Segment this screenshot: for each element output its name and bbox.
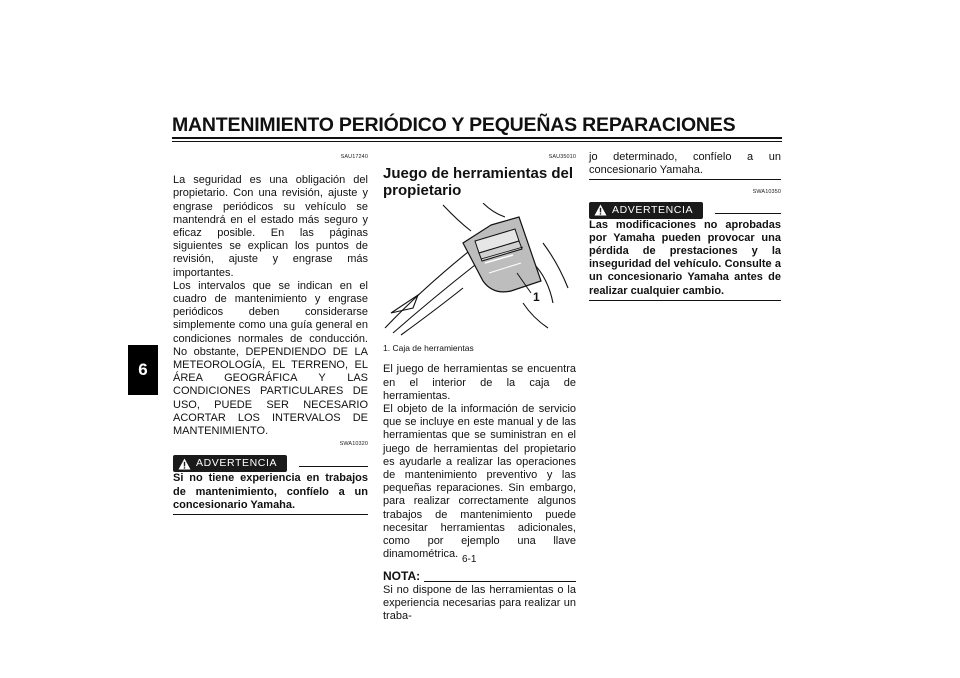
warning-header bbox=[589, 202, 781, 219]
warning-badge bbox=[173, 455, 287, 472]
warning-text: Si no tiene experiencia en trabajos de mantenimiento, confíelo a un concesionario Yamaha. bbox=[173, 472, 368, 511]
column-3 bbox=[589, 151, 781, 301]
warning-label: ADVERTENCIA bbox=[196, 457, 278, 470]
warning-label: ADVERTENCIA bbox=[612, 203, 694, 216]
note-text: Si no dispone de las herramientas o la experiencia necesarias para realizar un traba- bbox=[383, 583, 576, 623]
note-rule bbox=[424, 581, 576, 582]
body-paragraph-1: El juego de herramientas se encuentra en el interior de la caja de herramientas. bbox=[383, 363, 576, 402]
section-code: SAU35010 bbox=[548, 154, 576, 160]
warning-badge bbox=[589, 202, 703, 219]
warning-triangle-icon bbox=[594, 204, 607, 216]
page-number: 6-1 bbox=[462, 554, 477, 565]
figure-callout: 1 bbox=[533, 290, 540, 305]
warning-rule bbox=[715, 213, 781, 214]
continuation-text: jo determinado, confíelo a un concesionario Yamaha. bbox=[589, 151, 781, 177]
toolbox-illustration bbox=[383, 203, 573, 338]
warning-code: SWA10320 bbox=[339, 441, 368, 448]
note-label: NOTA: bbox=[383, 569, 421, 584]
warning-code: SWA10350 bbox=[752, 189, 781, 196]
note-end-rule bbox=[589, 179, 781, 180]
page-title: MANTENIMIENTO PERIÓDICO Y PEQUEÑAS REPARACIONES bbox=[172, 114, 736, 136]
chapter-tab: 6 bbox=[128, 345, 158, 395]
body-paragraph-2: El objeto de la información de servicio que se incluye en este manual y de las herramientas que se suministran en el juego de herramientas del propietario es ayudarle a realizar las operaciones de mantenimiento preventivo y las pequeñas reparaciones. Sin embargo, para realizar correctamente algunos trabajos de mantenimiento puede necesitar herramientas adicionales, como por ejemplo una llave dinamométrica. bbox=[383, 403, 576, 561]
warning-text: Las modificaciones no aprobadas por Yamaha pueden provocar una pérdida de prestaciones y la inseguridad del vehículo. Consulte a un concesionario Yamaha antes de realizar cualquier cambio. bbox=[589, 218, 781, 297]
warning-rule bbox=[299, 466, 368, 467]
title-rule-thin bbox=[172, 141, 782, 142]
column-2 bbox=[383, 151, 576, 623]
warning-end-rule bbox=[173, 514, 368, 515]
warning-triangle-icon bbox=[178, 458, 191, 470]
intro-paragraph-2: Los intervalos que se indican en el cuadro de mantenimiento y engrase periódicos deben considerarse simplemente como una guía general en condiciones normales de conducción. No obstante, DEPENDIENDO DE LA METEOROLOGÍA, EL TERRENO, EL ÁREA GEOGRÁFICA Y LAS CONDICIONES PARTICULARES DE USO, PUEDE SER NECESARIO ACORTAR LOS INTERVALOS DE MANTENIMIENTO. bbox=[173, 279, 368, 438]
note-header bbox=[383, 570, 576, 583]
title-rule-thick bbox=[172, 137, 782, 139]
intro-paragraph-1: La seguridad es una obligación del propietario. Con una revisión, ajuste y engrase periódicos su vehículo se mantendrá en el estado más seguro y eficaz posible. En las páginas siguientes se explican los puntos de revisión, ajuste y engrase más importantes. bbox=[173, 174, 368, 279]
section-code: SAU17240 bbox=[340, 154, 368, 160]
toolbox-figure bbox=[383, 203, 576, 338]
warning-end-rule bbox=[589, 300, 781, 301]
warning-header bbox=[173, 455, 368, 472]
section-heading: Juego de herramientas del propietario bbox=[383, 165, 574, 200]
figure-caption: 1. Caja de herramientas bbox=[383, 343, 474, 354]
column-1 bbox=[173, 151, 368, 515]
